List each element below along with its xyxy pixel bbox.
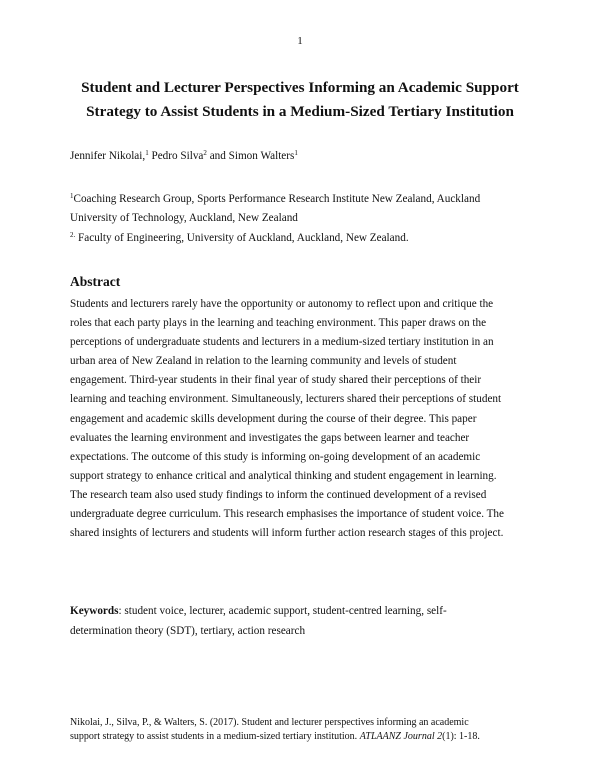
affiliation-1-text: Coaching Research Group, Sports Performance Research Institute New Zealand, Auckland	[73, 193, 481, 205]
citation-line-1: Nikolai, J., Silva, P., & Walters, S. (2017). Student and lecturer perspectives informing an academic	[70, 717, 469, 728]
abstract-line: The research team also used study findings to inform the continued development of a revised	[70, 488, 487, 501]
keywords	[70, 602, 447, 641]
keywords-text-1: : student voice, lecturer, academic support, student-centred learning, self-	[118, 605, 447, 617]
abstract-line: engagement. Third-year students in their final year of study shared their perceptions of their	[70, 374, 482, 387]
title-line-1: Student and Lecturer Perspectives Informing an Academic Support	[81, 79, 519, 96]
abstract-line: support strategy to enhance critical and analytical thinking and student engagement in learning.	[70, 469, 497, 482]
author-1-affil: 1	[145, 149, 149, 157]
author-list	[70, 150, 298, 162]
affiliation-1	[70, 190, 480, 228]
keywords-line-1	[70, 602, 447, 622]
title-line-2: Strategy to Assist Students in a Medium-Sized Tertiary Institution	[86, 103, 514, 120]
abstract-line: evaluates the learning environment and investigates the gaps between learner and teacher	[70, 431, 470, 444]
paper-title	[40, 76, 560, 124]
author-2-affil: 2	[203, 149, 207, 157]
abstract-line: shared insights of lecturers and students will inform further action research stages of this project.	[70, 527, 504, 540]
citation-line-2	[70, 730, 480, 744]
author-3-affil: 1	[294, 149, 298, 157]
abstract-line: undergraduate degree curriculum. This research emphasises the importance of student voice. The	[70, 508, 504, 521]
affiliation-1-sup: 1	[70, 192, 74, 200]
keywords-label: Keywords	[70, 605, 119, 617]
abstract-line: roles that each party plays in the learning and teaching environment. This paper draws on the	[70, 317, 487, 330]
abstract-line: Students and lecturers rarely have the opportunity or autonomy to reflect upon and critique the	[70, 298, 494, 310]
affiliation-2-text: Faculty of Engineering, University of Auckland, Auckland, New Zealand.	[75, 232, 409, 244]
affiliation-1-line-1	[70, 190, 480, 209]
citation-footer	[70, 716, 480, 743]
abstract-line: expectations. The outcome of this study is informing on-going development of an academic	[70, 450, 481, 463]
abstract-line: engagement and academic skills development during the course of their degree. This paper	[70, 412, 477, 425]
affiliation-1-line-2: University of Technology, Auckland, New Zealand	[70, 212, 298, 224]
abstract-body	[70, 295, 540, 543]
abstract-line: perceptions of undergraduate students and lecturers in a medium-sized tertiary institution in an	[70, 336, 494, 349]
author-1: Jennifer Nikolai,	[70, 150, 146, 162]
author-3: and Simon Walters	[206, 150, 295, 162]
citation-issue: (1): 1-18.	[442, 730, 480, 742]
affiliation-2	[70, 229, 409, 248]
author-2: Pedro Silva	[148, 150, 204, 162]
page-number: 1	[297, 35, 303, 47]
affiliation-2-line-1	[70, 229, 409, 248]
citation-journal: ATLAANZ Journal 2	[359, 730, 443, 742]
affiliation-2-sup: 2.	[70, 231, 76, 239]
abstract-line: urban area of New Zealand in relation to the learning community and levels of student	[70, 355, 457, 368]
abstract-line: learning and teaching environment. Simultaneously, lecturers shared their perceptions of student	[70, 393, 502, 406]
citation-text: support strategy to assist students in a medium-sized tertiary institution.	[70, 730, 360, 742]
keywords-line-2: determination theory (SDT), tertiary, action research	[70, 624, 306, 637]
abstract-heading: Abstract	[70, 274, 121, 289]
